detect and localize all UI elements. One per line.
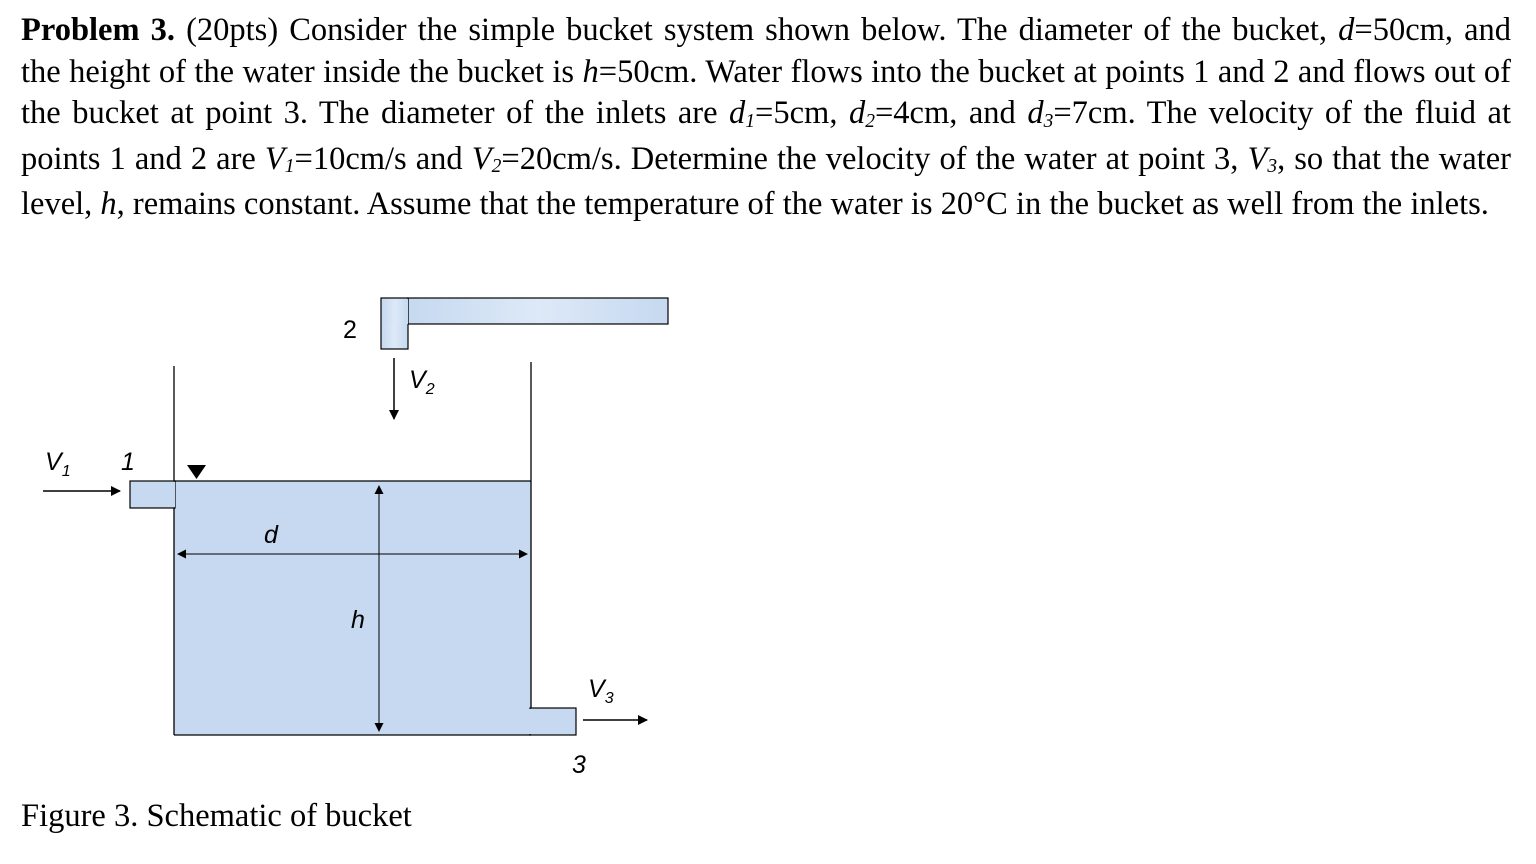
label-d: d: [264, 521, 278, 549]
inlet-2-pipe-horizontal: [408, 298, 668, 324]
problem-text: =50cm, and the height of the water inside the bucket is: [21, 12, 1512, 90]
problem-text: =4cm, and: [874, 95, 1028, 131]
label-point-1: 1: [121, 448, 135, 476]
var-V1: $V_1$: [264, 140, 295, 177]
label-v1: $V_1$: [45, 448, 71, 480]
label-v3: $V_3$: [588, 675, 614, 707]
var-d: d: [1338, 12, 1355, 48]
figure-caption: Figure 3. Schematic of bucket: [21, 798, 412, 834]
label-point-2: 2: [343, 316, 357, 344]
problem-text: =7cm. The velocity of the fluid at points 1 and 2 are: [21, 95, 1511, 177]
label-v2: $V_2$: [409, 366, 435, 398]
problem-heading: Problem 3.: [21, 12, 175, 48]
problem-text: =50cm. Water flows into the bucket at points 1 and 2 and flows out of the bucket at point 3. The diameter of the inlets are: [21, 53, 1511, 131]
water-level-marker: [187, 465, 206, 479]
var-V2: $V_2$: [471, 140, 502, 177]
var-d3: $d_3$: [1027, 95, 1054, 132]
problem-points: (20pts): [186, 12, 279, 48]
var-V3: $V_3$: [1247, 140, 1278, 177]
problem-text: Consider the simple bucket system shown below. The diameter of the bucket,: [278, 12, 1339, 48]
problem-text: , so that the water level,: [21, 140, 1511, 222]
var-h: h: [100, 186, 117, 222]
problem-text: =20cm/s. Determine the velocity of the water at point 3,: [501, 140, 1248, 177]
label-h: h: [351, 606, 365, 634]
label-point-3: 3: [572, 751, 586, 779]
var-d1: $d_1$: [729, 95, 756, 132]
problem-text: , remains constant. Assume that the temperature of the water is 20°C in the bucket as well from the inlets.: [116, 186, 1489, 222]
problem-text: =10cm/s and: [294, 140, 472, 177]
problem-text: =5cm,: [755, 95, 849, 131]
var-d2: $d_2$: [848, 95, 875, 132]
var-h: h: [582, 53, 599, 90]
